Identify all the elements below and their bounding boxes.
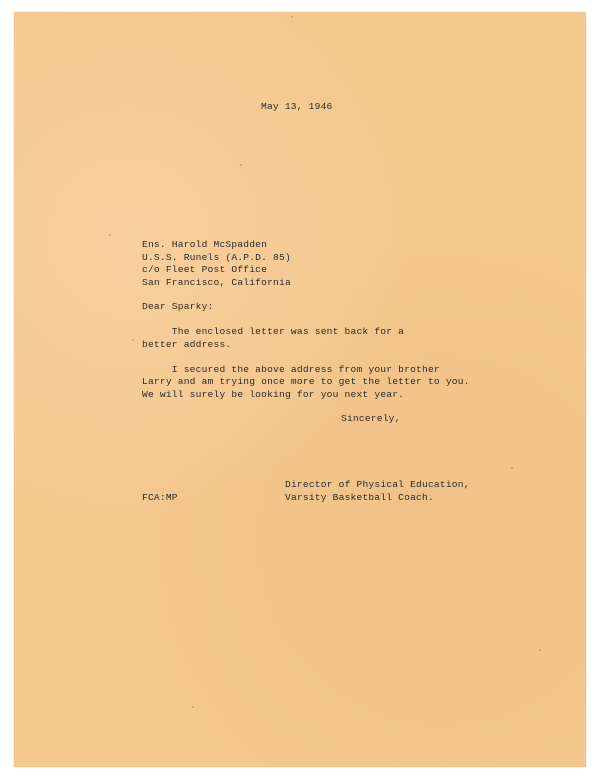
recipient-line-3: c/o Fleet Post Office [142,264,268,275]
paragraph-1-line-2: better address. [142,339,232,350]
paragraph-1-line-1: The enclosed letter was sent back for a [142,326,405,337]
recipient-line-1: Ens. Harold McSpadden [142,239,268,250]
recipient-line-4: San Francisco, California [142,277,291,288]
paper-speck [539,649,541,651]
recipient-line-2: U.S.S. Runels (A.P.D. 85) [142,252,291,263]
typist-initials: FCA:MP [142,492,178,503]
paper-speck [109,234,111,236]
closing: Sincerely, [341,413,401,424]
paragraph-2-line-1: I secured the above address from your brother [142,364,440,375]
paragraph-2-line-3: We will surely be looking for you next year. [142,389,405,400]
paper-speck [511,467,513,469]
paragraph-2-line-2: Larry and am trying once more to get the letter to you. [142,376,470,387]
signature-block-line-1: Director of Physical Education, [285,479,470,490]
letter-page [14,12,586,767]
salutation: Dear Sparky: [142,301,214,312]
letter-date: May 13, 1946 [261,101,333,112]
signature-block-line-2: Varsity Basketball Coach. [285,492,434,503]
paper-speck [240,164,242,166]
paper-speck [132,339,134,341]
paper-speck [192,706,194,708]
paper-speck [291,16,293,18]
